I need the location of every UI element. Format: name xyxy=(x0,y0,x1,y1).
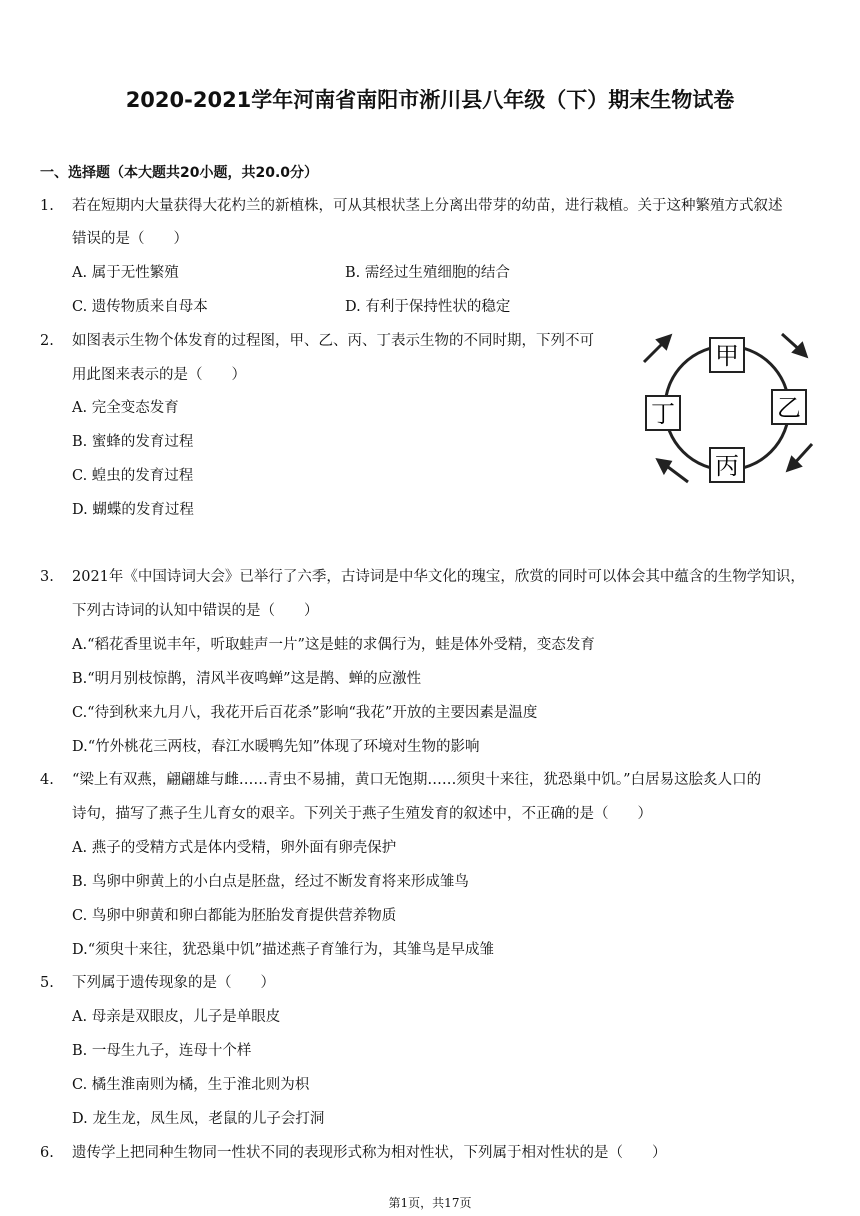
question-stem-line: 诗句，描写了燕子生儿育女的艰辛。下列关于燕子生殖发育的叙述中，不正确的是（ ） xyxy=(72,806,652,822)
section-heading: 一、选择题（本大题共20小题，共20.0分） xyxy=(40,165,319,181)
stage-label-yi: 乙 xyxy=(777,394,801,422)
option-c[interactable]: C. 蝗虫的发育过程 xyxy=(72,468,194,484)
arrow-icon xyxy=(644,336,670,362)
option-a[interactable]: A.“稻花香里说丰年，听取蛙声一片”这是蛙的求偶行为，蛙是体外受精，变态发育 xyxy=(72,637,595,653)
arrow-icon xyxy=(658,460,688,482)
stage-label-jia: 甲 xyxy=(715,342,739,370)
stage-label-bing: 丙 xyxy=(715,452,739,480)
question-stem-line: 若在短期内大量获得大花杓兰的新植株，可从其根状茎上分离出带芽的幼苗，进行栽植。关于这种繁殖方式叙述 xyxy=(72,198,783,214)
option-b[interactable]: B. 鸟卵中卵黄上的小白点是胚盘，经过不断发育将来形成雏鸟 xyxy=(72,874,469,890)
option-b[interactable]: B. 蜜蜂的发育过程 xyxy=(72,434,194,450)
option-a[interactable]: A. 母亲是双眼皮，儿子是单眼皮 xyxy=(72,1009,281,1025)
stage-box-ding xyxy=(646,396,680,430)
stage-box-yi xyxy=(772,390,806,424)
option-b[interactable]: B. 一母生九子，连母十个样 xyxy=(72,1043,252,1059)
option-d[interactable]: D.“竹外桃花三两枝，春江水暖鸭先知”体现了环境对生物的影响 xyxy=(72,739,480,755)
question-stem-line: 用此图来表示的是（ ） xyxy=(72,367,246,383)
arrow-icon xyxy=(782,334,806,356)
stage-box-jia xyxy=(710,338,744,372)
stage-label-ding: 丁 xyxy=(651,400,675,428)
page-title: 2020-2021学年河南省南阳市淅川县八年级（下）期末生物试卷 xyxy=(125,88,735,112)
question-stem-line: 遗传学上把同种生物同一性状不同的表现形式称为相对性状，下列属于相对性状的是（ ） xyxy=(72,1145,667,1161)
question-number: 3. xyxy=(40,569,54,585)
question-stem-line: 错误的是（ ） xyxy=(72,231,188,247)
option-c[interactable]: C.“待到秋来九月八，我花开后百花杀”影响“我花”开放的主要因素是温度 xyxy=(72,705,538,721)
option-a[interactable]: A. 燕子的受精方式是体内受精，卵外面有卵壳保护 xyxy=(72,840,397,856)
question-number: 1. xyxy=(40,198,54,214)
question-number: 4. xyxy=(40,772,54,788)
question-stem-line: 下列古诗词的认知中错误的是（ ） xyxy=(72,603,319,619)
option-d[interactable]: D. 蝴蝶的发育过程 xyxy=(72,502,194,518)
question-stem-line: 2021年《中国诗词大会》已举行了六季，古诗词是中华文化的瑰宝，欣赏的同时可以体会其中蕴含的生物学知识， xyxy=(72,569,805,585)
question-number: 5. xyxy=(40,975,54,991)
life-cycle-diagram xyxy=(632,326,822,491)
option-c[interactable]: C. 遗传物质来自母本 xyxy=(72,299,208,315)
option-d[interactable]: D. 有利于保持性状的稳定 xyxy=(345,299,511,315)
stage-box-bing xyxy=(710,448,744,482)
question-number: 6. xyxy=(40,1145,54,1161)
option-a[interactable]: A. 完全变态发育 xyxy=(72,400,179,416)
question-stem-line: 如图表示生物个体发育的过程图，甲、乙、丙、丁表示生物的不同时期，下列不可 xyxy=(72,333,594,349)
question-stem-line: “梁上有双燕，翩翩雄与雌……青虫不易捕，黄口无饱期……须臾十来往，犹恐巢中饥。”白居易这脍炙人口的 xyxy=(72,772,762,788)
question-stem-line: 下列属于遗传现象的是（ ） xyxy=(72,975,275,991)
arrow-icon xyxy=(788,444,812,470)
option-b[interactable]: B. 需经过生殖细胞的结合 xyxy=(345,265,510,281)
option-a[interactable]: A. 属于无性繁殖 xyxy=(72,265,179,281)
question-number: 2. xyxy=(40,333,54,349)
page-footer: 第1页，共17页 xyxy=(388,1196,472,1210)
option-c[interactable]: C. 鸟卵中卵黄和卵白都能为胚胎发育提供营养物质 xyxy=(72,908,397,924)
option-d[interactable]: D.“须臾十来往，犹恐巢中饥”描述燕子育雏行为，其雏鸟是早成雏 xyxy=(72,942,495,958)
option-b[interactable]: B.“明月别枝惊鹊，清风半夜鸣蝉”这是鹊、蝉的应激性 xyxy=(72,671,422,687)
option-d[interactable]: D. 龙生龙，凤生凤，老鼠的儿子会打洞 xyxy=(72,1111,325,1127)
option-c[interactable]: C. 橘生淮南则为橘，生于淮北则为枳 xyxy=(72,1077,310,1093)
